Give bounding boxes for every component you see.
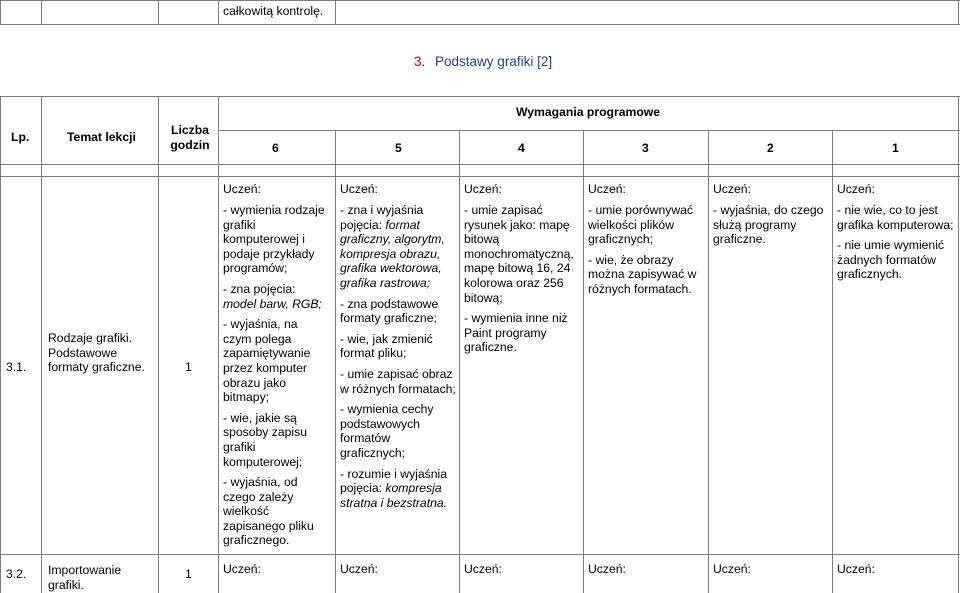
- header-level: 3: [642, 141, 649, 155]
- uczen-label: Uczeń:: [713, 182, 751, 196]
- border: [158, 0, 159, 25]
- border: [708, 130, 709, 593]
- requirements-level-5: - zna i wyjaśnia pojęcia: format graficzny, algorytm, kompresja obrazu, grafika wektorowa, grafika rastrowa; - zna podstawowe formaty graficzne; - wie, jak zmienić format pliku; - umie zapisać obraz w różnych formatach; - wymienia cechy podstawowych formatów graficznych; - rozumie i wyjaśnia pojęcia: kompresja stratna i bezstratna.: [340, 203, 456, 510]
- row-temat: Rodzaje grafiki. Podstawowe formaty graficzne.: [48, 331, 145, 375]
- uczen-label: Uczeń:: [340, 562, 378, 576]
- row-hours: 1: [185, 360, 192, 374]
- row-lp: 3.2.: [6, 567, 27, 581]
- uczen-label: Uczeń:: [588, 562, 626, 576]
- border: [0, 96, 960, 97]
- border: [335, 130, 336, 593]
- header-level: 1: [892, 141, 899, 155]
- uczen-label: Uczeń:: [340, 182, 378, 196]
- section-number: 3.: [414, 54, 426, 69]
- header-level: 2: [767, 141, 774, 155]
- border: [335, 0, 336, 25]
- row-temat: Importowanie grafiki.: [48, 563, 122, 592]
- header-liczba-line2: godzin: [170, 138, 210, 152]
- border: [0, 176, 960, 177]
- header-lp: Lp.: [11, 130, 30, 144]
- header-liczba-line1: Liczba: [171, 123, 209, 137]
- section-title-text: Podstawy grafiki [2]: [435, 54, 553, 69]
- uczen-label: Uczeń:: [588, 182, 626, 196]
- border: [41, 0, 42, 25]
- border: [0, 0, 960, 1]
- border: [0, 96, 1, 593]
- header-liczba: [170, 123, 210, 153]
- top-row-text: całkowitą kontrolę.: [223, 4, 324, 18]
- requirements-level-3: - umie porównywać wielkości plików graficznych; - wie, że obrazy można zapisywać w różnych formatach.: [588, 203, 697, 296]
- row-lp: 3.1.: [6, 360, 27, 374]
- border: [218, 96, 219, 593]
- row-hours: 1: [185, 567, 192, 581]
- requirements-level-2: - wyjaśnia, do czego służą programy graficzne.: [713, 203, 824, 247]
- uczen-label: Uczeń:: [837, 562, 875, 576]
- uczen-label: Uczeń:: [464, 182, 502, 196]
- requirements-level-6: - wymienia rodzaje grafiki komputerowej i podaje przykłady programów; - zna pojęcia: model barw, RGB; - wyjaśnia, na czym polega zapamiętywanie przez komputer obrazu jako bitmapy; - wie, jakie są sposoby zapisu grafiki komputerowej; - wyjaśnia, od czego zależy wielkość zapisanego pliku graficznego.: [223, 203, 325, 548]
- border: [459, 130, 460, 593]
- uczen-label: Uczeń:: [713, 562, 751, 576]
- requirements-level-4: - umie zapisać rysunek jako: mapę bitową monochromatyczną, mapę bitową 16, 24 kolorowa oraz 256 bitową; - wymienia inne niż Paint programy graficzne.: [464, 203, 574, 355]
- section-title: [414, 54, 552, 69]
- border: [0, 24, 960, 25]
- uczen-label: Uczeń:: [223, 182, 261, 196]
- uczen-label: Uczeń:: [223, 562, 261, 576]
- requirements-level-1: - nie wie, co to jest grafika komputerowa; - nie umie wymienić żadnych formatów graficznych.: [837, 203, 954, 282]
- border: [0, 554, 960, 555]
- border: [0, 0, 1, 25]
- header-level: 6: [272, 141, 279, 155]
- header-level: 5: [395, 141, 402, 155]
- header-wymagania: Wymagania programowe: [516, 105, 661, 119]
- uczen-label: Uczeń:: [837, 182, 875, 196]
- border: [832, 130, 833, 593]
- border: [583, 130, 584, 593]
- uczen-label: Uczeń:: [464, 562, 502, 576]
- border: [958, 96, 959, 593]
- header-level: 4: [518, 141, 525, 155]
- border: [218, 130, 960, 131]
- border: [0, 164, 960, 165]
- border: [218, 0, 219, 25]
- border: [958, 0, 959, 25]
- border: [41, 96, 42, 593]
- header-temat: Temat lekcji: [67, 130, 136, 144]
- border: [158, 96, 159, 593]
